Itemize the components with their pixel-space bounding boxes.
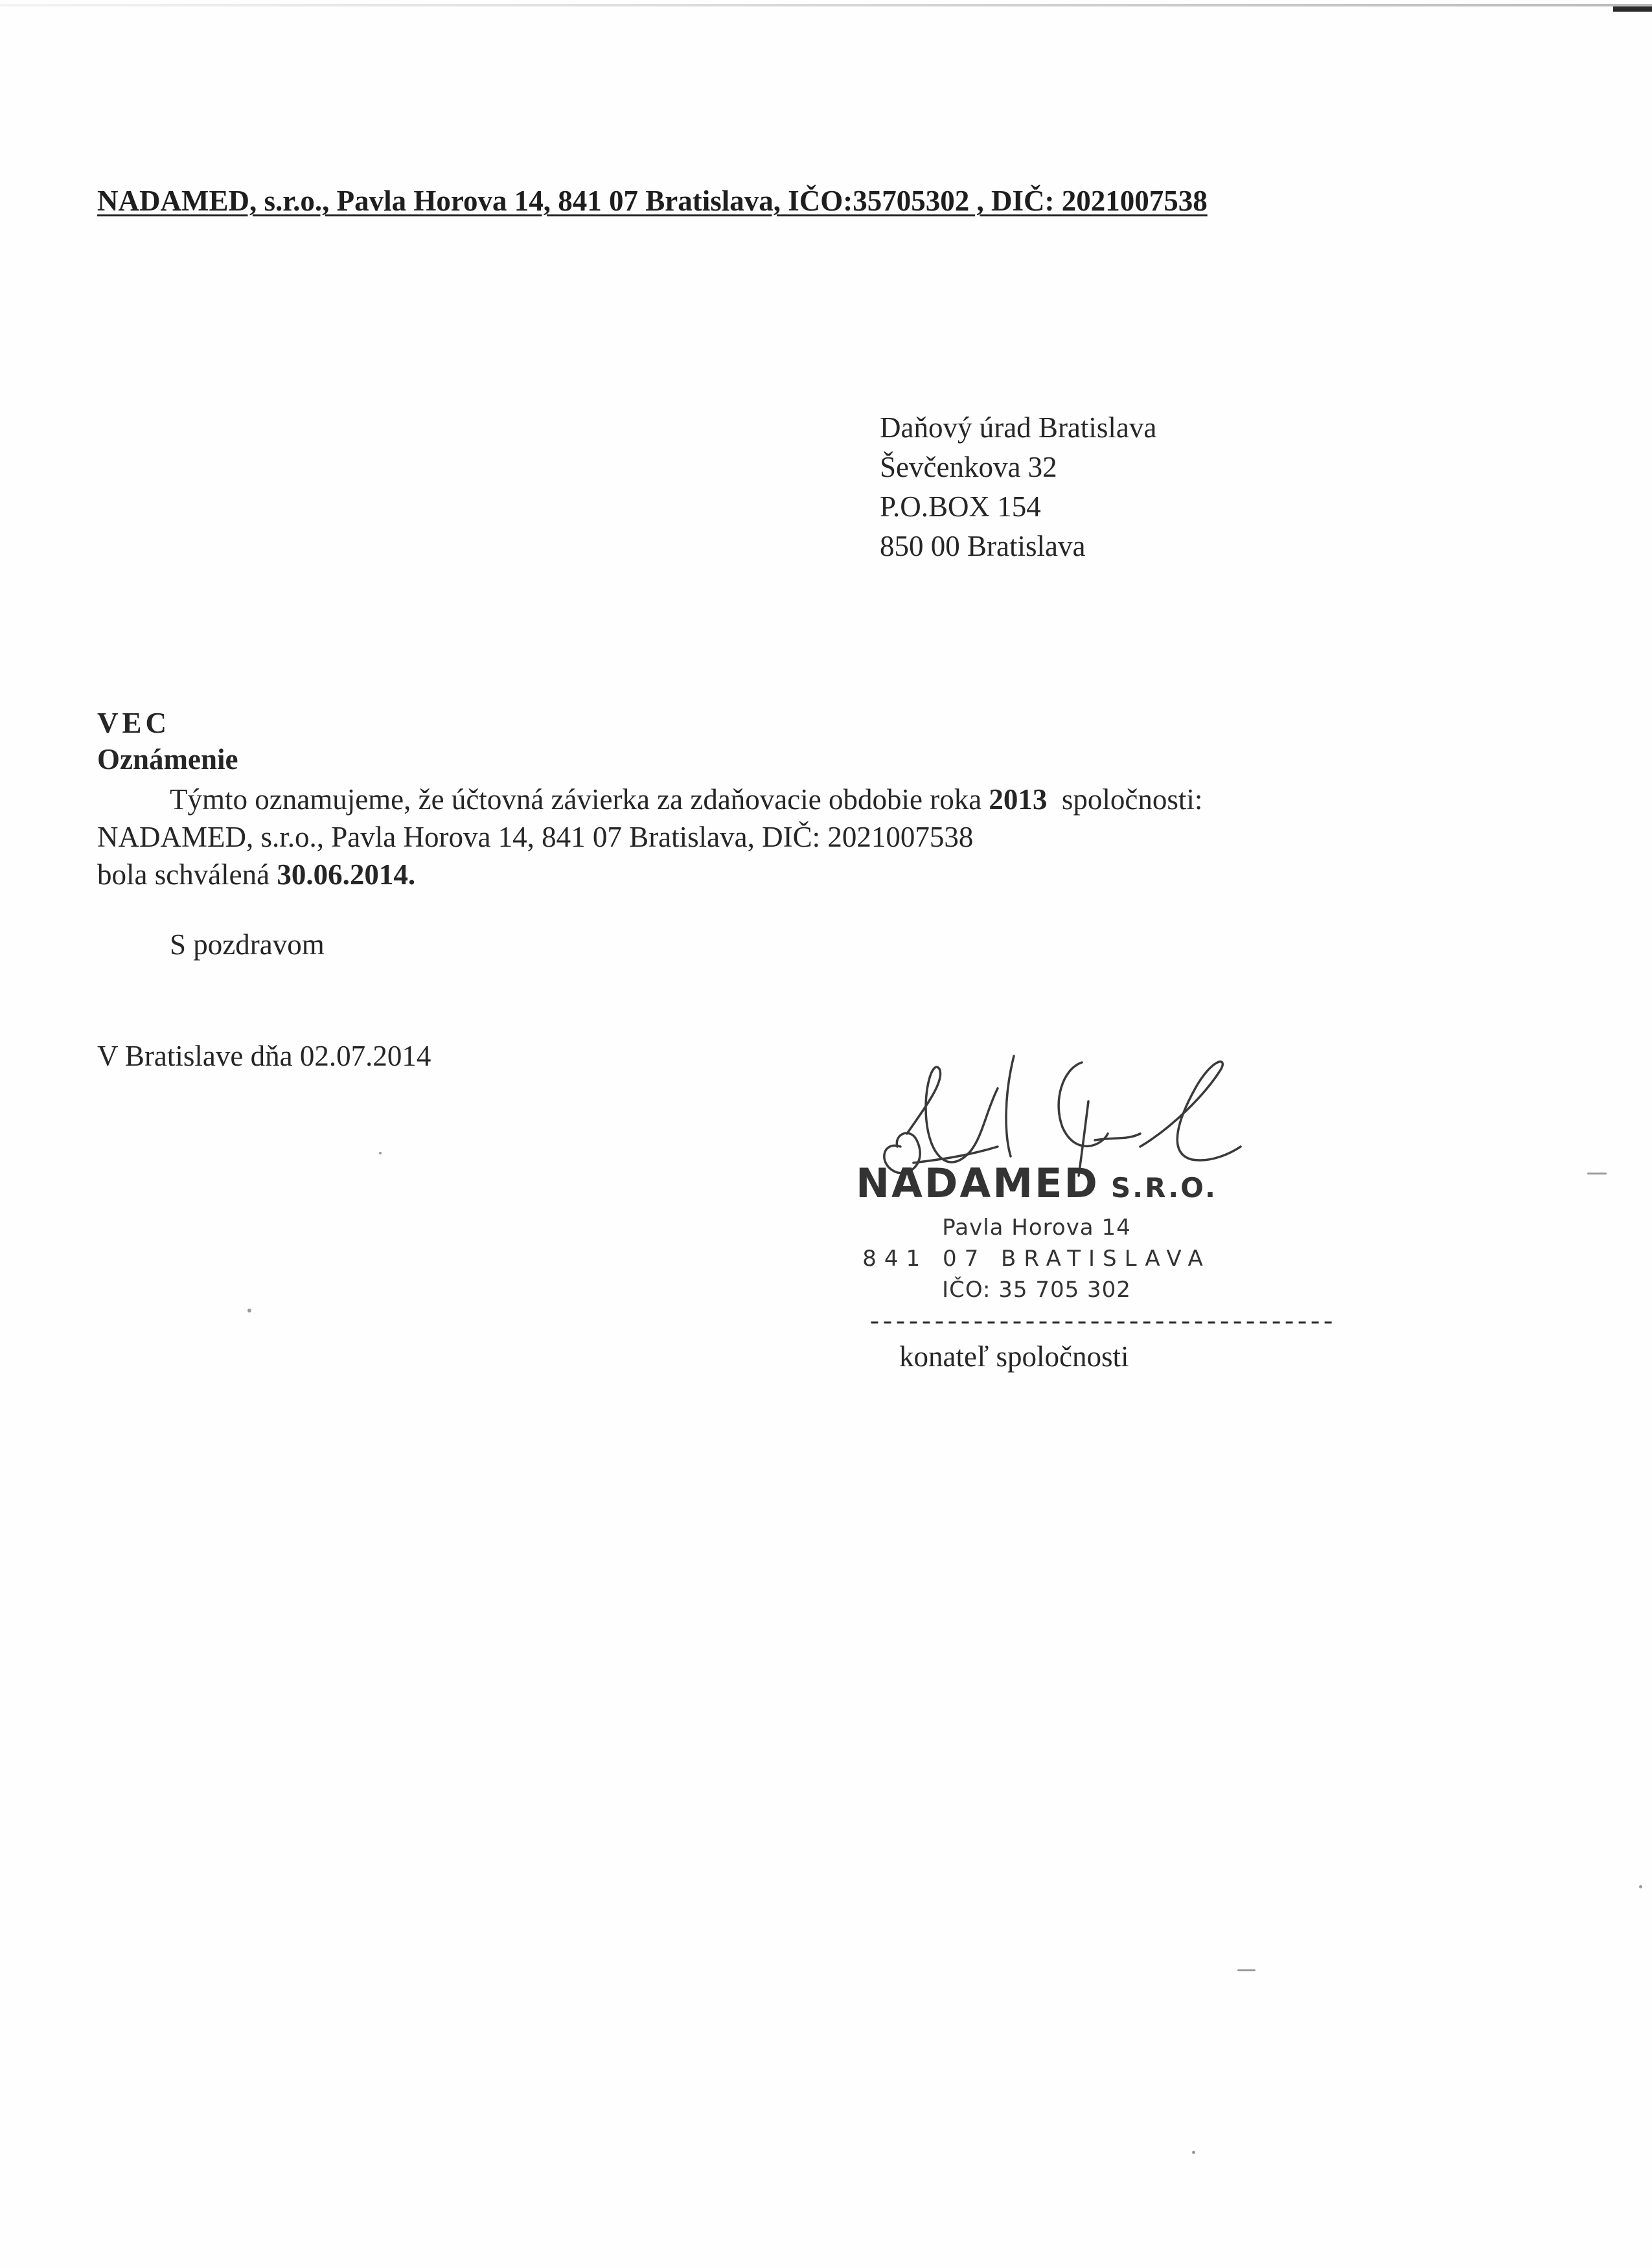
recipient-address	[880, 408, 1156, 566]
recipient-street: Ševčenkova 32	[880, 451, 1057, 483]
signatory-role: konateľ spoločnosti	[899, 1340, 1129, 1373]
greeting: S pozdravom	[170, 928, 325, 961]
letterhead: NADAMED, s.r.o., Pavla Horova 14, 841 07 Bratislava, IČO:35705302 , DIČ: 2021007538	[97, 185, 1208, 217]
recipient-name: Daňový úrad Bratislava	[880, 411, 1157, 444]
scan-edge-line	[0, 4, 1652, 6]
place-and-date: V Bratislave dňa 02.07.2014	[97, 1040, 431, 1072]
recipient-pobox: P.O.BOX 154	[880, 490, 1041, 523]
scan-speck	[1639, 1885, 1642, 1888]
scan-speck	[379, 1152, 382, 1154]
stamp-city: 841 07 BRATISLAVA	[862, 1246, 1211, 1272]
body-line-1	[170, 783, 1202, 816]
body-line-1-end: spoločnosti:	[1047, 783, 1203, 816]
fiscal-year: 2013	[989, 783, 1048, 816]
scan-speck	[1237, 1969, 1256, 1971]
stamp-legal-form: S.R.O.	[1110, 1172, 1217, 1204]
stamp-company-name	[855, 1160, 1218, 1212]
company-stamp	[855, 1160, 1218, 1305]
signature-line: ------------------------------------	[867, 1309, 1334, 1338]
body-line-1-text: Týmto oznamujeme, že účtovná závierka za zdaňovacie obdobie roka	[170, 783, 989, 816]
body-line-2: NADAMED, s.r.o., Pavla Horova 14, 841 07 Bratislava, DIČ: 2021007538	[97, 821, 974, 853]
scan-corner-mark	[1613, 6, 1652, 12]
approval-date: 30.06.2014.	[277, 858, 416, 891]
scan-speck	[1587, 1173, 1607, 1174]
stamp-name-text: NADAMED	[856, 1160, 1099, 1207]
scan-speck	[1192, 2151, 1195, 2154]
stamp-street: Pavla Horova 14	[942, 1215, 1131, 1241]
recipient-city: 850 00 Bratislava	[880, 530, 1086, 562]
body-line-3	[97, 858, 415, 891]
stamp-ico: IČO: 35 705 302	[942, 1277, 1131, 1303]
subject-title: Oznámenie	[97, 743, 238, 775]
subject-heading: VEC	[97, 707, 171, 739]
body-line-3-text: bola schválená	[97, 858, 277, 891]
scan-speck	[247, 1309, 251, 1312]
